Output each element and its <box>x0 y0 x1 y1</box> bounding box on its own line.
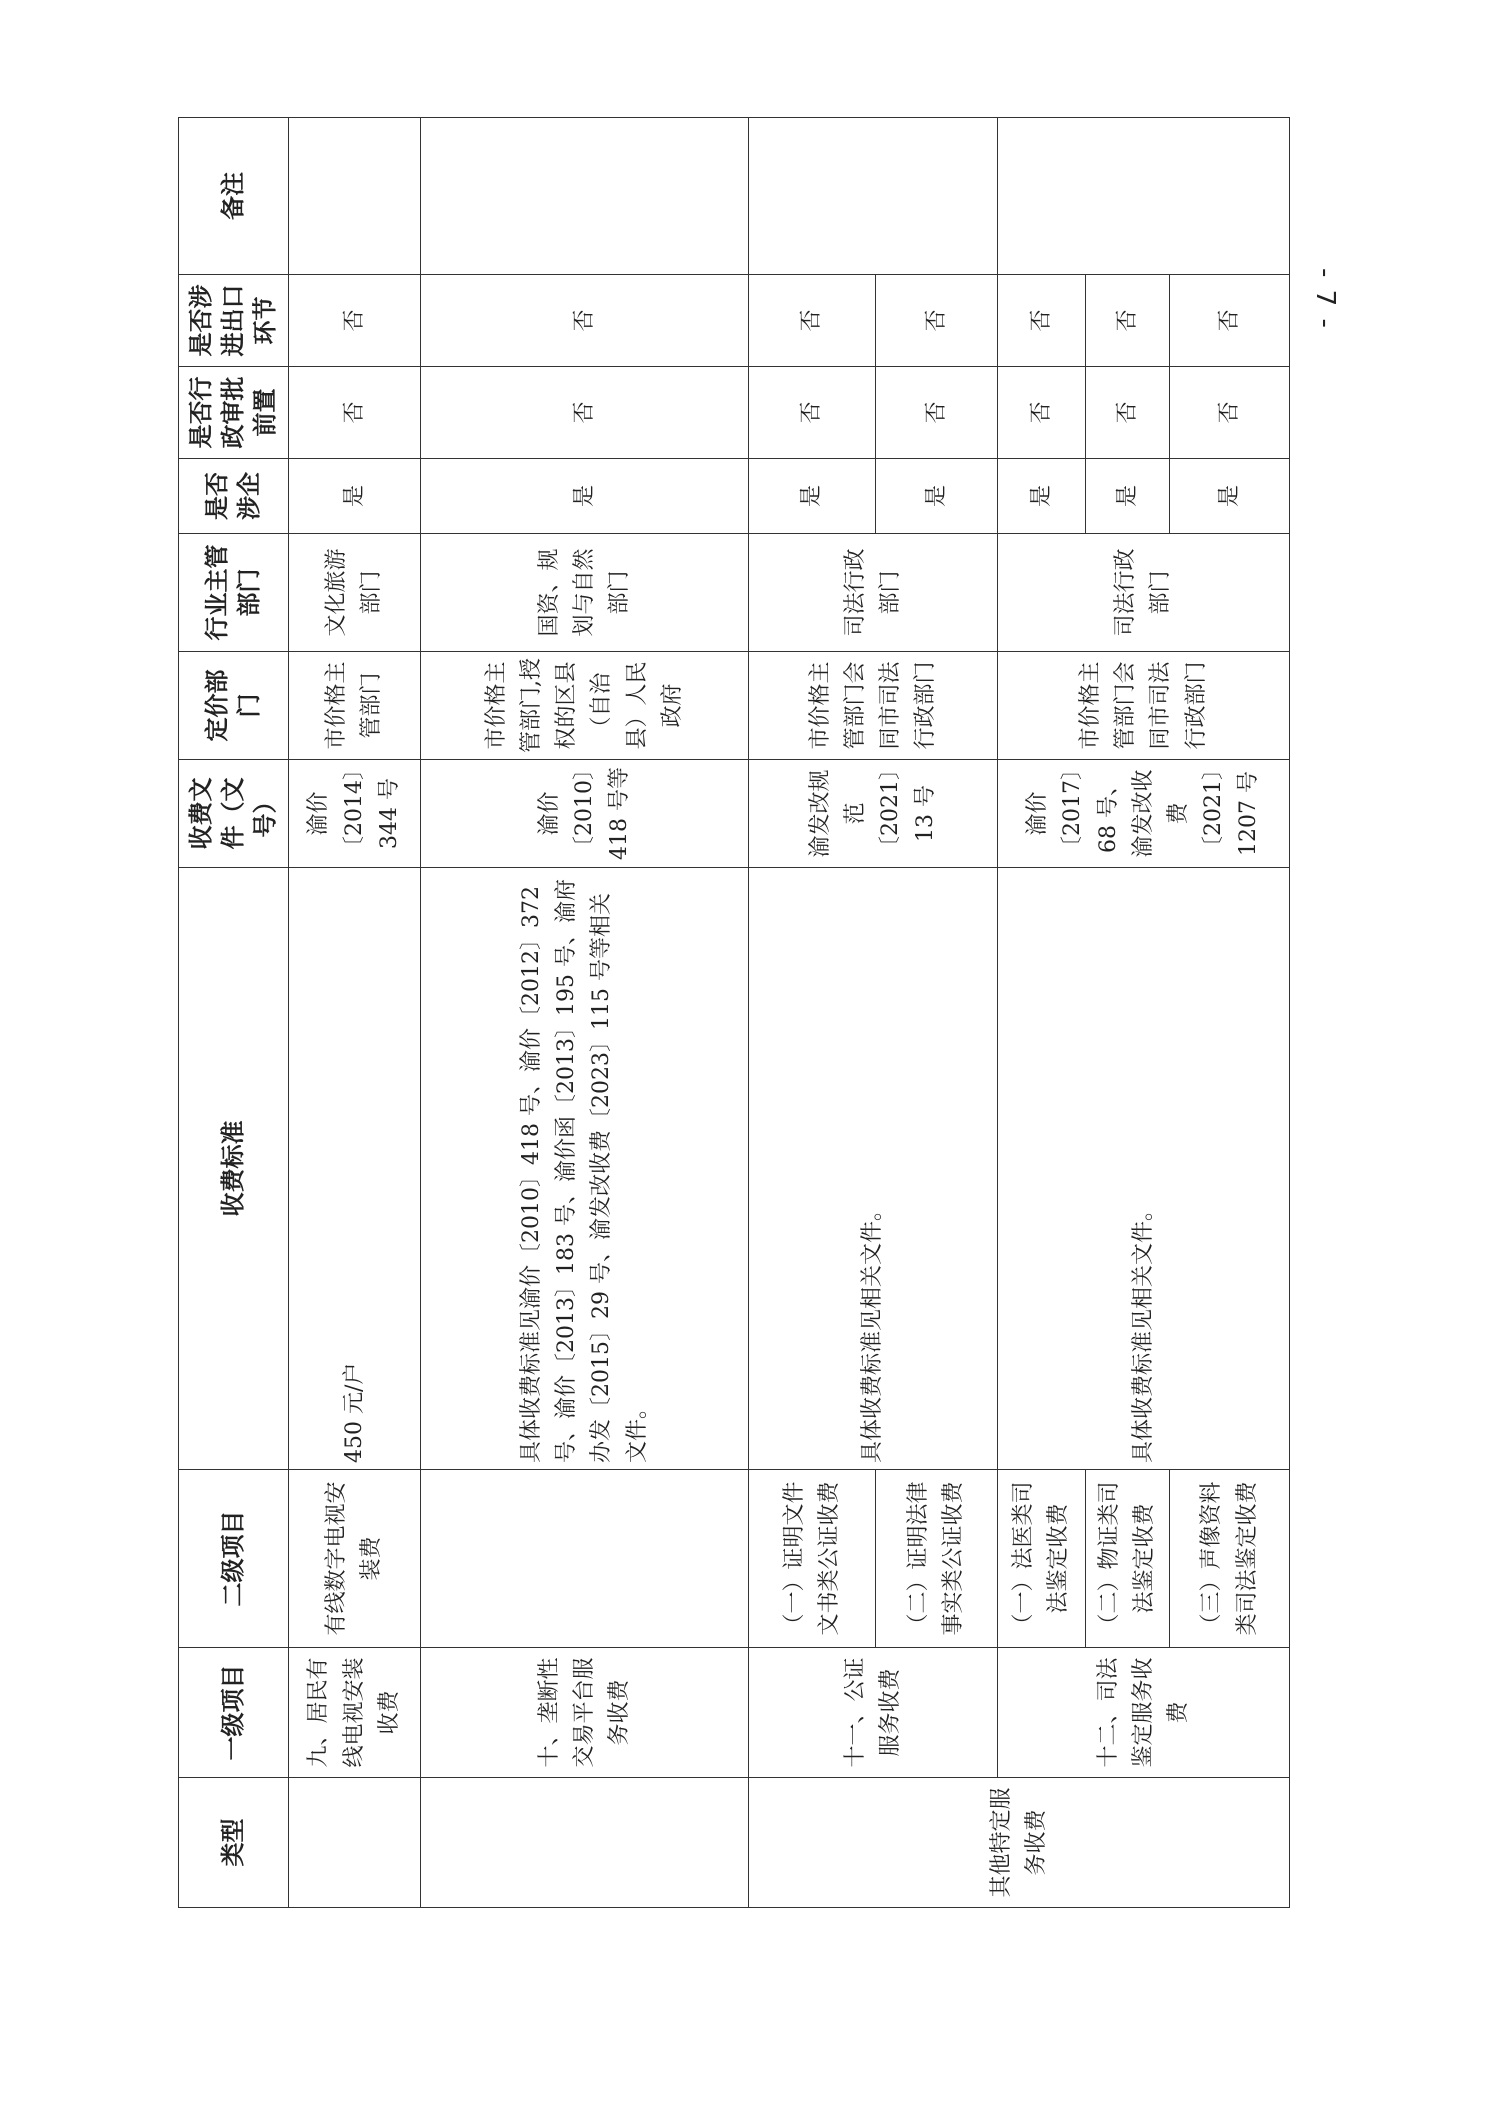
header-import-export: 是否涉进出口环节 <box>179 275 289 367</box>
industry-dept-cell: 国资、规划与自然部门 <box>420 534 748 652</box>
table-row <box>288 118 420 1908</box>
header-pricing-dept: 定价部门 <box>179 652 289 760</box>
fee-table <box>178 117 1290 1908</box>
category-cell <box>420 1778 748 1908</box>
enterprise-cell: 是 <box>1085 459 1170 534</box>
header-standard: 收费标准 <box>179 868 289 1470</box>
remarks-cell <box>997 118 1289 275</box>
approval-cell: 否 <box>749 367 876 459</box>
page-number: - 7 - <box>1310 268 1340 330</box>
header-level2: 二级项目 <box>179 1470 289 1648</box>
header-remarks: 备注 <box>179 118 289 275</box>
import-export-cell: 否 <box>1170 275 1290 367</box>
enterprise-cell: 是 <box>749 459 876 534</box>
level2-cell: （一）法医类司法鉴定收费 <box>997 1470 1085 1648</box>
level2-cell: （三）声像资料类司法鉴定收费 <box>1170 1470 1290 1648</box>
level1-cell: 十二、司法鉴定服务收费 <box>997 1648 1289 1778</box>
header-enterprise: 是否涉企 <box>179 459 289 534</box>
pricing-dept-cell: 市价格主管部门会同市司法行政部门 <box>997 652 1289 760</box>
enterprise-cell: 是 <box>288 459 420 534</box>
import-export-cell: 否 <box>1085 275 1170 367</box>
remarks-cell <box>749 118 998 275</box>
fee-table-wrapper <box>178 118 1290 1908</box>
table-row <box>997 118 1085 1908</box>
approval-cell: 否 <box>288 367 420 459</box>
category-cell: 其他特定服务收费 <box>749 1778 1290 1908</box>
doc-cell: 渝价〔2017〕68 号、渝发改收费〔2021〕1207 号 <box>997 760 1289 868</box>
import-export-cell: 否 <box>288 275 420 367</box>
remarks-cell <box>288 118 420 275</box>
remarks-cell <box>420 118 748 275</box>
approval-cell: 否 <box>875 367 997 459</box>
table-row <box>749 118 876 1908</box>
standard-cell: 具体收费标准见相关文件。 <box>749 868 998 1470</box>
header-level1: 一级项目 <box>179 1648 289 1778</box>
table-row <box>420 118 748 1908</box>
import-export-cell: 否 <box>749 275 876 367</box>
category-cell <box>288 1778 420 1908</box>
approval-cell: 否 <box>997 367 1085 459</box>
standard-cell: 具体收费标准见相关文件。 <box>997 868 1289 1470</box>
level2-cell: 有线数字电视安装费 <box>288 1470 420 1648</box>
doc-cell: 渝价〔2010〕418 号等 <box>420 760 748 868</box>
level2-cell: （二）证明法律事实类公证收费 <box>875 1470 997 1648</box>
level1-cell: 九、居民有线电视安装收费 <box>288 1648 420 1778</box>
level2-cell: （二）物证类司法鉴定收费 <box>1085 1470 1170 1648</box>
enterprise-cell: 是 <box>420 459 748 534</box>
header-industry-dept: 行业主管部门 <box>179 534 289 652</box>
pricing-dept-cell: 市价格主管部门 <box>288 652 420 760</box>
standard-cell: 450 元/户 <box>288 868 420 1470</box>
enterprise-cell: 是 <box>997 459 1085 534</box>
header-doc: 收费文件（文号） <box>179 760 289 868</box>
industry-dept-cell: 文化旅游部门 <box>288 534 420 652</box>
level2-cell <box>420 1470 748 1648</box>
industry-dept-cell: 司法行政部门 <box>749 534 998 652</box>
standard-cell: 具体收费标准见渝价〔2010〕418 号、渝价〔2012〕372 号、渝价〔2013〕183 号、渝价函〔2013〕195 号、渝府办发〔2015〕29 号、渝发改收费〔2023〕115 号等相关文件。 <box>420 868 748 1470</box>
header-category: 类型 <box>179 1778 289 1908</box>
doc-cell: 渝发改规范〔2021〕13 号 <box>749 760 998 868</box>
industry-dept-cell: 司法行政部门 <box>997 534 1289 652</box>
import-export-cell: 否 <box>875 275 997 367</box>
import-export-cell: 否 <box>997 275 1085 367</box>
import-export-cell: 否 <box>420 275 748 367</box>
enterprise-cell: 是 <box>875 459 997 534</box>
level2-cell: （一）证明文件文书类公证收费 <box>749 1470 876 1648</box>
approval-cell: 否 <box>1170 367 1290 459</box>
pricing-dept-cell: 市价格主管部门会同市司法行政部门 <box>749 652 998 760</box>
header-row <box>179 118 289 1908</box>
level1-cell: 十一、公证服务收费 <box>749 1648 998 1778</box>
level1-cell: 十、垄断性交易平台服务收费 <box>420 1648 748 1778</box>
header-approval: 是否行政审批前置 <box>179 367 289 459</box>
enterprise-cell: 是 <box>1170 459 1290 534</box>
approval-cell: 否 <box>1085 367 1170 459</box>
pricing-dept-cell: 市价格主管部门,授权的区县（自治县）人民政府 <box>420 652 748 760</box>
doc-cell: 渝价〔2014〕344 号 <box>288 760 420 868</box>
approval-cell: 否 <box>420 367 748 459</box>
